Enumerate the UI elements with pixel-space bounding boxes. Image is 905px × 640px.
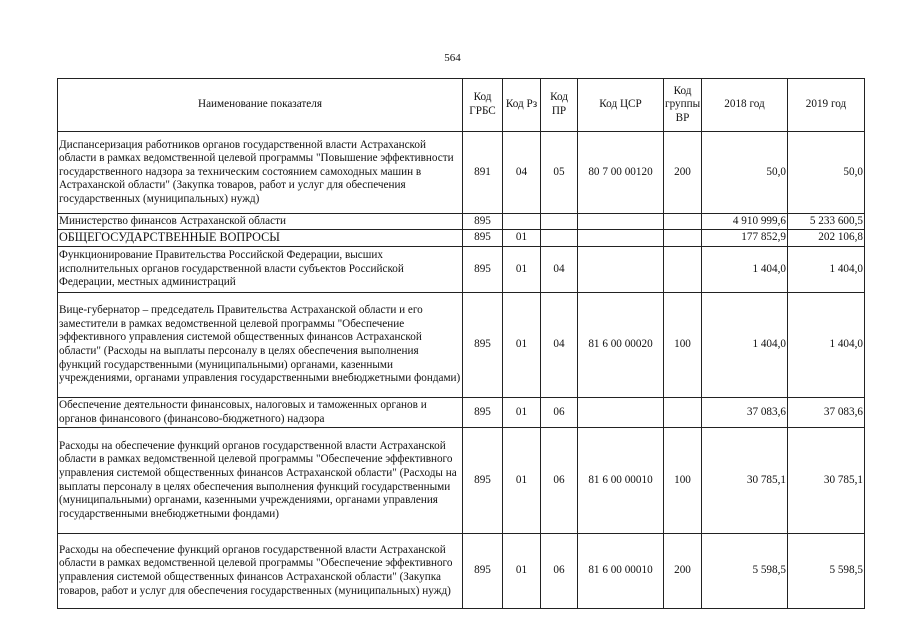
row-rz: 01 <box>503 428 541 534</box>
row-rz: 01 <box>503 230 541 247</box>
row-2019: 50,0 <box>788 132 865 214</box>
row-grbs: 895 <box>463 428 503 534</box>
header-csr: Код ЦСР <box>578 79 664 132</box>
row-pr: 06 <box>541 398 578 428</box>
row-pr: 06 <box>541 428 578 534</box>
row-name: ОБЩЕГОСУДАРСТВЕННЫЕ ВОПРОСЫ <box>58 230 463 247</box>
row-rz: 04 <box>503 132 541 214</box>
row-grbs: 891 <box>463 132 503 214</box>
row-2019: 5 233 600,5 <box>788 214 865 230</box>
table-row <box>58 132 865 214</box>
row-csr: 81 6 00 00020 <box>578 293 664 398</box>
row-2018: 1 404,0 <box>702 293 788 398</box>
row-csr <box>578 214 664 230</box>
header-rz: Код Рз <box>503 79 541 132</box>
row-csr: 81 6 00 00010 <box>578 534 664 609</box>
row-grbs: 895 <box>463 293 503 398</box>
row-name: Диспансеризация работников органов государственной власти Астраханской области в рамках ведомственной целевой программы "Повышение эффективности государственного надзора за техническим состоянием самоходных машин в Астраханской области" (Закупка товаров, работ и услуг для обеспечения государственных (муниципальных) нужд) <box>58 132 463 214</box>
row-2018: 37 083,6 <box>702 398 788 428</box>
header-2018: 2018 год <box>702 79 788 132</box>
header-name: Наименование показателя <box>58 79 463 132</box>
row-csr: 80 7 00 00120 <box>578 132 664 214</box>
table-row <box>58 428 865 534</box>
budget-table <box>57 78 865 609</box>
row-grbs: 895 <box>463 230 503 247</box>
row-2018: 177 852,9 <box>702 230 788 247</box>
table-header-row <box>58 79 865 132</box>
row-2018: 30 785,1 <box>702 428 788 534</box>
row-csr <box>578 247 664 293</box>
table-row <box>58 214 865 230</box>
row-rz: 01 <box>503 293 541 398</box>
row-pr <box>541 230 578 247</box>
row-vr: 200 <box>664 132 702 214</box>
row-name: Вице-губернатор – председатель Правительства Астраханской области и его заместители в рамках ведомственной целевой программы "Обеспечение эффективного управления системой общественных финансов Астраханской области" (Расходы на выплаты персоналу в целях обеспечения выполнения функций государственными (муниципальными) органами, казенными учреждениями, органами управления государственными внебюджетными фондами) <box>58 293 463 398</box>
row-pr <box>541 214 578 230</box>
row-name: Расходы на обеспечение функций органов государственной власти Астраханской области в рамках ведомственной целевой программы "Обеспечение эффективного управления системой общественных финансов Астраханской области" (Закупка товаров, работ и услуг для обеспечения государственных (муниципальных) нужд) <box>58 534 463 609</box>
row-name: Функционирование Правительства Российской Федерации, высших исполнительных органов государственной власти субъектов Российской Федерации, местных администраций <box>58 247 463 293</box>
row-vr <box>664 247 702 293</box>
row-pr: 04 <box>541 247 578 293</box>
row-pr: 05 <box>541 132 578 214</box>
row-pr: 06 <box>541 534 578 609</box>
row-2019: 202 106,8 <box>788 230 865 247</box>
header-vr: Код группы ВР <box>664 79 702 132</box>
row-vr: 100 <box>664 428 702 534</box>
table-row <box>58 293 865 398</box>
row-grbs: 895 <box>463 247 503 293</box>
row-rz: 01 <box>503 534 541 609</box>
row-vr: 100 <box>664 293 702 398</box>
row-rz: 01 <box>503 398 541 428</box>
row-2018: 5 598,5 <box>702 534 788 609</box>
row-2018: 1 404,0 <box>702 247 788 293</box>
row-csr: 81 6 00 00010 <box>578 428 664 534</box>
row-rz: 01 <box>503 247 541 293</box>
row-vr <box>664 230 702 247</box>
row-vr: 200 <box>664 534 702 609</box>
row-grbs: 895 <box>463 398 503 428</box>
row-name: Расходы на обеспечение функций органов государственной власти Астраханской области в рамках ведомственной целевой программы "Обеспечение эффективного управления системой общественных финансов Астраханской области" (Расходы на выплаты персоналу в целях обеспечения выполнения функций государственными (муниципальными) органами, казенными учреждениями, органами управления государственными внебюджетными фондами) <box>58 428 463 534</box>
row-2019: 37 083,6 <box>788 398 865 428</box>
table-row <box>58 247 865 293</box>
row-grbs: 895 <box>463 534 503 609</box>
table-row <box>58 398 865 428</box>
row-2019: 1 404,0 <box>788 247 865 293</box>
row-csr <box>578 398 664 428</box>
header-2019: 2019 год <box>788 79 865 132</box>
table-row <box>58 230 865 247</box>
row-vr <box>664 214 702 230</box>
row-2019: 1 404,0 <box>788 293 865 398</box>
header-grbs: Код ГРБС <box>463 79 503 132</box>
row-rz <box>503 214 541 230</box>
row-csr <box>578 230 664 247</box>
row-2018: 4 910 999,6 <box>702 214 788 230</box>
row-2018: 50,0 <box>702 132 788 214</box>
row-2019: 30 785,1 <box>788 428 865 534</box>
page-number: 564 <box>444 52 461 64</box>
row-grbs: 895 <box>463 214 503 230</box>
row-pr: 04 <box>541 293 578 398</box>
row-vr <box>664 398 702 428</box>
row-name: Обеспечение деятельности финансовых, налоговых и таможенных органов и органов финансового (финансово-бюджетного) надзора <box>58 398 463 428</box>
row-name: Министерство финансов Астраханской области <box>58 214 463 230</box>
row-2019: 5 598,5 <box>788 534 865 609</box>
table-row <box>58 534 865 609</box>
header-pr: Код ПР <box>541 79 578 132</box>
